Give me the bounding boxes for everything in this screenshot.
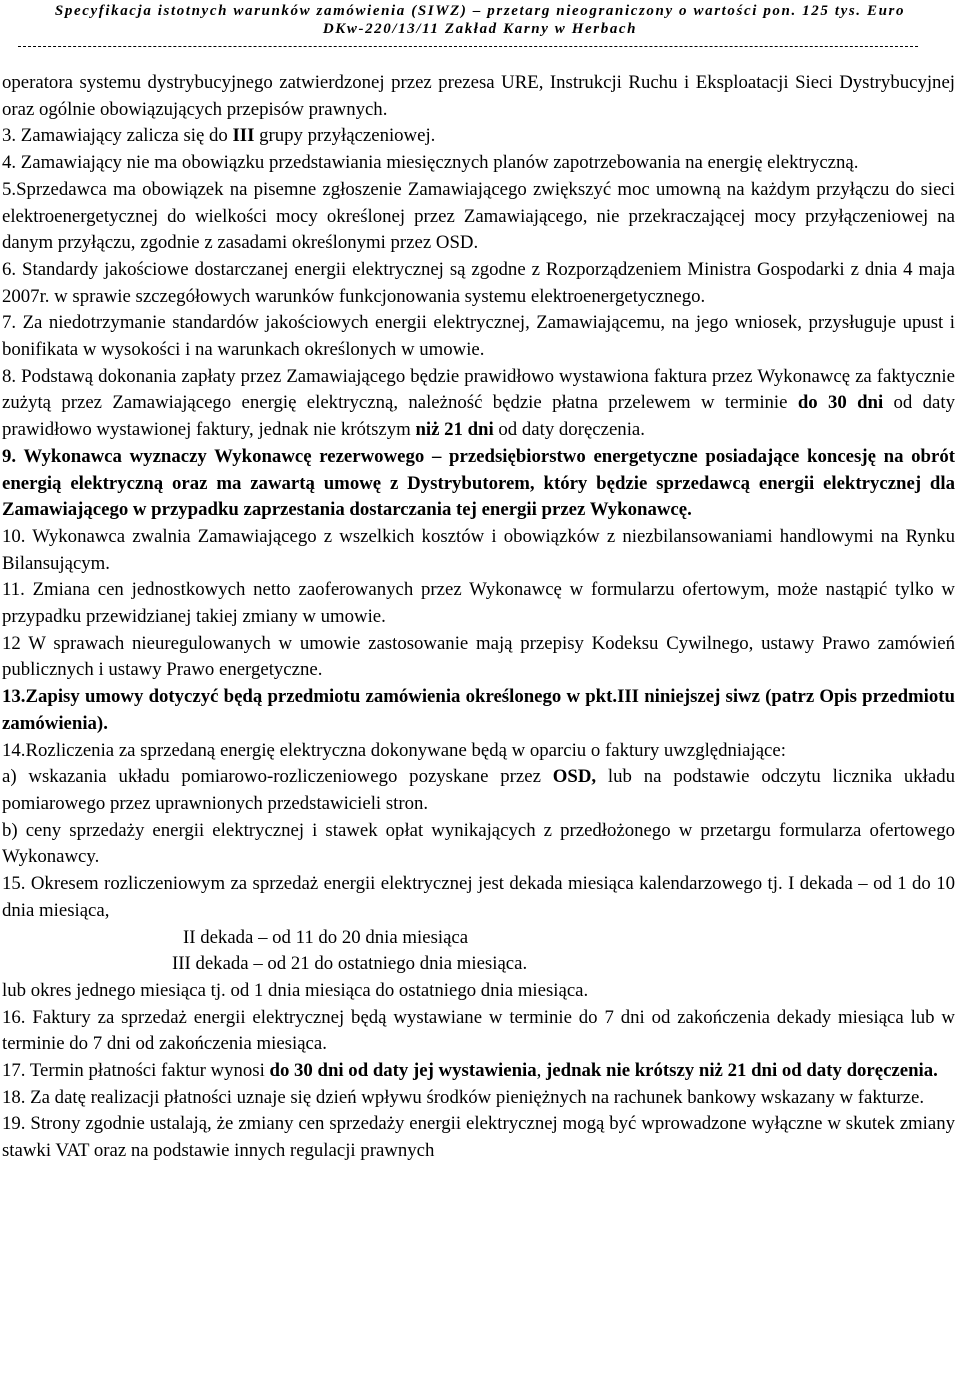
paragraph-7: 7. Za niedotrzymanie standardów jakościowych energii elektrycznej, Zamawiającemu, na jego wniosek, przysługuje upust i bonifikata w wysokości i na warunkach określonych w umowie. — [2, 312, 955, 361]
paragraph-10: 10. Wykonawca zwalnia Zamawiającego z wszelkich kosztów i obowiązków z niezbilansowaniami handlowymi na Rynku Bilansującym. — [2, 525, 955, 574]
document-body — [2, 70, 955, 1165]
paragraph-18: 18. Za datę realizacji płatności uznaje się dzień wpływu środków pieniężnych na rachunek bankowy wskazany w fakturze. — [2, 1086, 925, 1108]
paragraph-4: 4. Zamawiający nie ma obowiązku przedstawiania miesięcznych planów zapotrzebowania na energię elektryczną. — [2, 152, 859, 174]
paragraph-11: 11. Zmiana cen jednostkowych netto zaoferowanych przez Wykonawcę w formularzu ofertowym, może nastąpić tylko w przypadku przewidzianej takiej zmiany w umowie. — [2, 579, 955, 628]
paragraph-14: 14.Rozliczenia za sprzedaną energię elektryczna dokonywane będą w oparciu o faktury uwzględniające: — [2, 739, 786, 761]
paragraph-12: 12 W sprawach nieuregulowanych w umowie zastosowanie mają przepisy Kodeksu Cywilnego, ustawy Prawo zamówień publicznych i ustawy Prawo energetyczne. — [2, 632, 955, 681]
paragraph-5: 5.Sprzedawca ma obowiązek na pisemne zgłoszenie Zamawiającego zwiększyć moc umowną na każdym przyłączu do sieci elektroenergetycznej do wielkości mocy określonej przez Zamawiającego, nie przekraczającej mocy przyłączeniowej na danym przyłączu, zgodnie z zasadami określonymi przez OSD. — [2, 178, 955, 254]
paragraph-3: 3. Zamawiający zalicza się do III grupy przyłączeniowej. — [2, 125, 436, 147]
paragraph-17: 17. Termin płatności faktur wynosi do 30 dni od daty jej wystawienia, jednak nie krótszy niż 21 dni od daty doręczenia. — [2, 1060, 938, 1082]
paragraph-15-decade-3: III dekada – od 21 do ostatniego dnia miesiąca. — [172, 953, 528, 975]
paragraph-16: 16. Faktury za sprzedaż energii elektrycznej będą wystawiane w terminie do 7 dni od zakończenia dekady miesiąca lub w terminie do 7 dni od zakończenia miesiąca. — [2, 1006, 955, 1055]
header-line-1: Specyfikacja istotnych warunków zamówienia (SIWZ) – przetarg nieograniczony o wartości pon. 125 tys. Euro — [54, 3, 906, 19]
paragraph-continuation: operatora systemu dystrybucyjnego zatwierdzonej przez prezesa URE, Instrukcji Ruchu i Eksploatacji Sieci Dystrybucyjnej oraz ogólnie obowiązujących przepisów prawnych. — [2, 72, 955, 120]
paragraph-15-month: lub okres jednego miesiąca tj. od 1 dnia miesiąca do ostatniego dnia miesiąca. — [2, 979, 589, 1001]
paragraph-15-decade-2: II dekada – od 11 do 20 dnia miesiąca — [183, 926, 469, 948]
header-line-2: DKw-220/13/11 Zakład Karny w Herbach — [322, 21, 638, 37]
paragraph-19: 19. Strony zgodnie ustalają, że zmiany cen sprzedaży energii elektrycznej mogą być wprowadzone wyłączne w skutek zmiany stawki VAT oraz na podstawie innych regulacji prawnych — [2, 1113, 955, 1162]
header-divider — [18, 46, 918, 47]
paragraph-9: 9. Wykonawca wyznaczy Wykonawcę rezerwowego – przedsiębiorstwo energetyczne posiadające koncesję na obrót energią elektryczną oraz ma zawartą umowę z Dystrybutorem, który będzie sprzedawcą energii elektrycznej dla Zamawiającego w przypadku zaprzestania dostarczania tej energii przez Wykonawcę. — [2, 445, 955, 521]
paragraph-14b: b) ceny sprzedaży energii elektrycznej i stawek opłat wynikających z przedłożonego w przetargu formularza ofertowego Wykonawcy. — [2, 819, 955, 868]
paragraph-13: 13.Zapisy umowy dotyczyć będą przedmiotu zamówienia określonego w pkt.III niniejszej siwz (patrz Opis przedmiotu zamówienia). — [2, 686, 955, 734]
paragraph-15: 15. Okresem rozliczeniowym za sprzedaż energii elektrycznej jest dekada miesiąca kalendarzowego tj. I dekada – od 1 do 10 dnia miesiąca, — [2, 873, 955, 921]
paragraph-14a: a) wskazania układu pomiarowo-rozliczeniowego pozyskane przez OSD, lub na podstawie odczytu licznika układu pomiarowego przez uprawnionych przedstawicieli stron. — [2, 766, 956, 814]
paragraph-8: 8. Podstawą dokonania zapłaty przez Zamawiającego będzie prawidłowo wystawiona faktura przez Wykonawcę za faktycznie zużytą przez Zamawiającego energię elektryczną, należność będzie płatna przelewem w terminie do 30 dni od daty prawidłowo wystawionej faktury, jednak nie krótszym niż 21 dni od daty doręczenia. — [2, 365, 955, 441]
paragraph-6: 6. Standardy jakościowe dostarczanej energii elektrycznej są zgodne z Rozporządzeniem Ministra Gospodarki z dnia 4 maja 2007r. w sprawie szczegółowych warunków funkcjonowania systemu elektroenergetycznego. — [2, 258, 955, 307]
